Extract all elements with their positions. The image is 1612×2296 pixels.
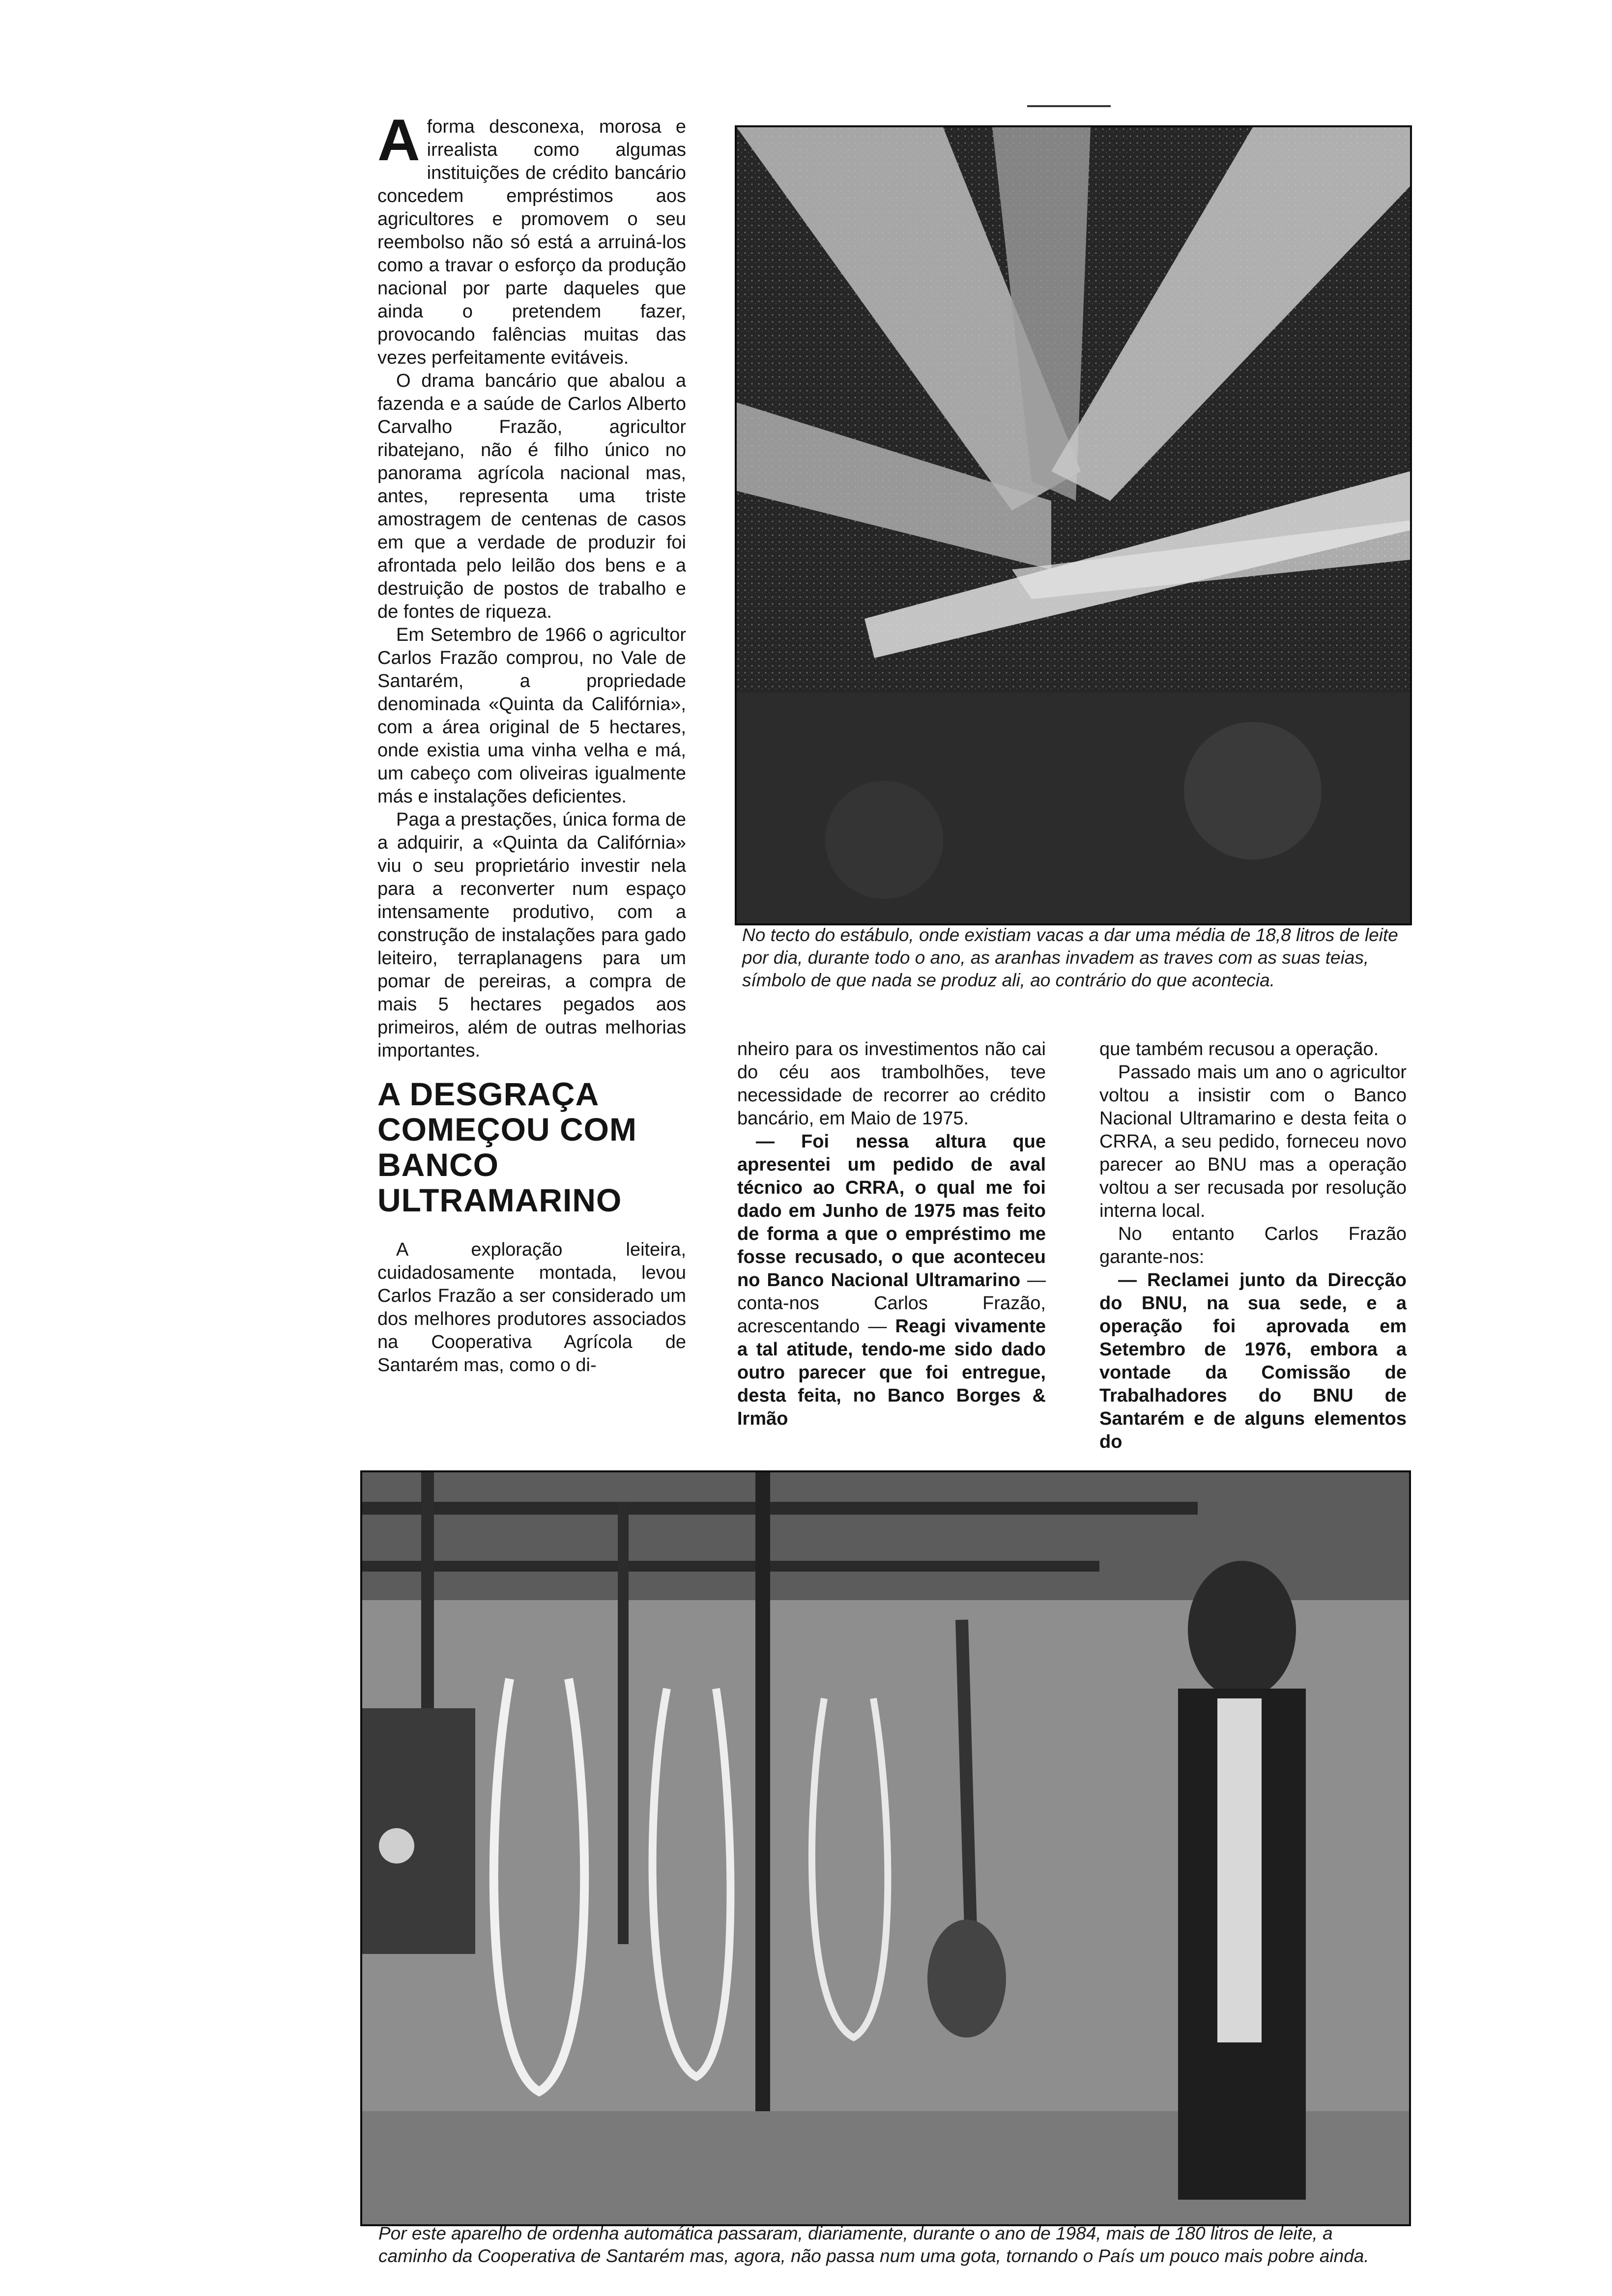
milking-machine-photo	[360, 1470, 1411, 2226]
article-column-1	[377, 107, 686, 1377]
paragraph-6: nheiro para os investimentos não cai do céu aos trambolhões, teve necessidade de recorrer ao crédito bancário, em Maio de 1975.	[737, 1039, 1046, 1129]
article-column-2	[737, 1038, 1046, 1431]
attribution: — conta-nos Carlos Frazão, acrescentando —	[737, 1270, 1046, 1337]
paragraph-2: O drama bancário que abalou a fazenda e a saúde de Carlos Alberto Carvalho Frazão, agricultor ribatejano, não é filho único no panorama agrícola nacional mas, antes, representa uma triste amostragem de centenas de casos em que a verdade de produzir foi afrontada pelo leilão dos bens e a destruição de postos de trabalho e de fontes de riqueza.	[377, 371, 686, 622]
top-rule	[1027, 105, 1111, 107]
section-heading: A DESGRAÇA COMEÇOU COM BANCO ULTRAMARINO	[377, 1076, 637, 1218]
quote-part-1: — Foi nessa altura que apresentei um pedido de aval técnico ao CRRA, o qual me foi dado em Junho de 1975 mas feito de forma a que o empréstimo me fosse recusado, o que aconteceu no Banco Nacional Ultramarino	[737, 1131, 1046, 1291]
barn-ceiling-image	[737, 127, 1410, 923]
paragraph-7	[737, 1130, 1046, 1431]
photo-caption-1: No tecto do estábulo, onde existiam vacas a dar uma média de 18,8 litros de leite por dia, durante todo o ano, as aranhas invadem as traves com as suas teias, símbolo de que nada se produz ali, ao contrário do que acontecia.	[742, 925, 1398, 990]
paragraph-10: No entanto Carlos Frazão garante-nos:	[1099, 1224, 1407, 1267]
paragraph-8: que também recusou a operação.	[1099, 1039, 1379, 1060]
barn-ceiling-photo	[735, 125, 1412, 925]
drop-cap: A	[377, 107, 420, 173]
photo-caption-2: Por este aparelho de ordenha automática passaram, diariamente, durante o ano de 1984, mais de 180 litros de leite, a caminho da Cooperativa de Santarém mas, agora, não passa num uma gota, tornando o País um pouco mais pobre ainda.	[378, 2223, 1369, 2266]
milking-machine-image	[362, 1472, 1409, 2224]
paragraph-11: — Reclamei junto da Direcção do BNU, na sua sede, e a operação foi aprovada em Setembro de 1976, embora a vontade da Comissão de Trabalhadores do BNU de Santarém e de alguns elementos do	[1099, 1270, 1407, 1452]
paragraph-1: forma desconexa, morosa e irrealista como algumas instituições de crédito bancário concedem empréstimos aos agricultores e promovem o seu reembolso não só está a arruiná-los como a travar o esforço da produção nacional por parte daqueles que ainda o pretendem fazer, provocando falências muitas das vezes perfeitamente evitáveis.	[377, 116, 686, 368]
paragraph-5: A exploração leiteira, cuidadosamente montada, levou Carlos Frazão a ser considerado um dos melhores produtores associados na Cooperativa Agrícola de Santarém mas, como o di-	[377, 1239, 686, 1376]
article-column-3	[1099, 1038, 1407, 1454]
paragraph-4: Paga a prestações, única forma de a adquirir, a «Quinta da Califórnia» viu o seu proprietário investir nela para a reconverter num espaço intensamente produtivo, com a construção de instalações para gado leiteiro, terraplanagens para um pomar de pereiras, a compra de mais 5 hectares pegados aos primeiros, além de outras melhorias importantes.	[377, 809, 686, 1061]
paragraph-9: Passado mais um ano o agricultor voltou a insistir com o Banco Nacional Ultramarino e desta feita o CRRA, a seu pedido, forneceu novo parecer ao BNU mas a operação voltou a ser recusada por resolução interna local.	[1099, 1062, 1407, 1221]
quote-part-2: Reagi vivamente a tal atitude, tendo-me sido dado outro parecer que foi entregue, desta feita, no Banco Borges & Irmão	[737, 1316, 1046, 1429]
paragraph-3: Em Setembro de 1966 o agricultor Carlos Frazão comprou, no Vale de Santarém, a propriedade denominada «Quinta da Califórnia», com a área original de 5 hectares, onde existia uma vinha velha e má, um cabeço com oliveiras igualmente más e instalações deficientes.	[377, 625, 686, 807]
